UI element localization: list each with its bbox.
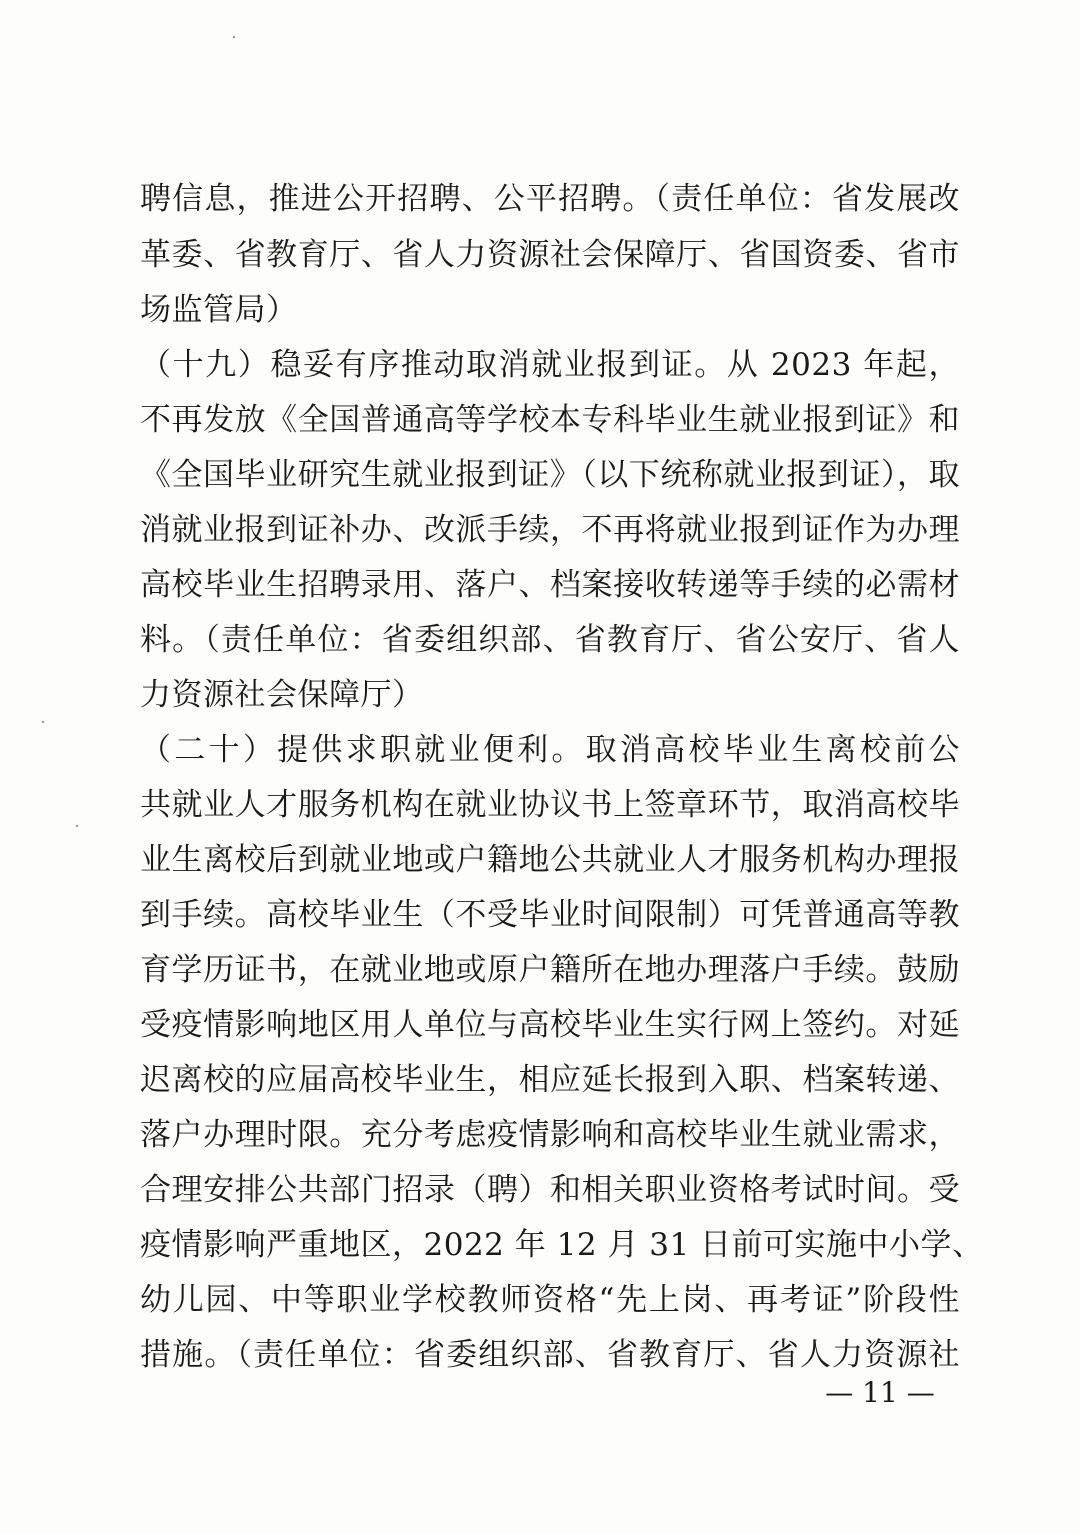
text-line: 迟离校的应届高校毕业生，相应延长报到入职、档案转递、: [140, 1062, 960, 1098]
text-line: 不再发放《全国普通高等学校本专科毕业生就业报到证》和: [140, 402, 960, 438]
text-line: 幼儿园、中等职业学校教师资格“先上岗、再考证”阶段性: [140, 1282, 960, 1318]
text-line: 业生离校后到就业地或户籍地公共就业人才服务机构办理报: [140, 842, 960, 878]
text-line: 合理安排公共部门招录（聘）和相关职业资格考试时间。受: [140, 1172, 960, 1208]
text-line: 共就业人才服务机构在就业协议书上签章环节，取消高校毕: [140, 787, 960, 823]
text-line: 到手续。高校毕业生（不受毕业时间限制）可凭普通高等教: [140, 897, 960, 933]
text-line: 场监管局）: [140, 292, 298, 328]
scan-speck: [76, 825, 78, 827]
text-line: 料。（责任单位：省委组织部、省教育厅、省公安厅、省人: [140, 622, 960, 658]
scan-speck: [233, 36, 235, 38]
paragraph-heading-line: （十九）稳妥有序推动取消就业报到证。从 2023 年起，: [140, 347, 960, 383]
text-line: 落户办理时限。充分考虑疫情影响和高校毕业生就业需求，: [140, 1117, 960, 1153]
page-number: — 11 —: [825, 1376, 935, 1409]
text-line: 力资源社会保障厅）: [140, 677, 424, 713]
scan-speck: [42, 721, 44, 723]
text-line: 高校毕业生招聘录用、落户、档案接收转递等手续的必需材: [140, 567, 960, 603]
text-line: 措施。（责任单位：省委组织部、省教育厅、省人力资源社: [140, 1337, 960, 1373]
paragraph-heading-line: （二十）提供求职就业便利。取消高校毕业生离校前公: [140, 732, 960, 768]
text-line: 受疫情影响地区用人单位与高校毕业生实行网上签约。对延: [140, 1007, 960, 1043]
text-line: 消就业报到证补办、改派手续，不再将就业报到证作为办理: [140, 512, 960, 548]
text-line: 疫情影响严重地区，2022 年 12 月 31 日前可实施中小学、: [140, 1227, 984, 1263]
text-line: 聘信息，推进公开招聘、公平招聘。（责任单位：省发展改: [140, 181, 960, 217]
text-line: 《全国毕业研究生就业报到证》（以下统称就业报到证），取: [140, 457, 960, 493]
text-line: 育学历证书，在就业地或原户籍所在地办理落户手续。鼓励: [140, 952, 960, 988]
text-line: 革委、省教育厅、省人力资源社会保障厅、省国资委、省市: [140, 237, 960, 273]
